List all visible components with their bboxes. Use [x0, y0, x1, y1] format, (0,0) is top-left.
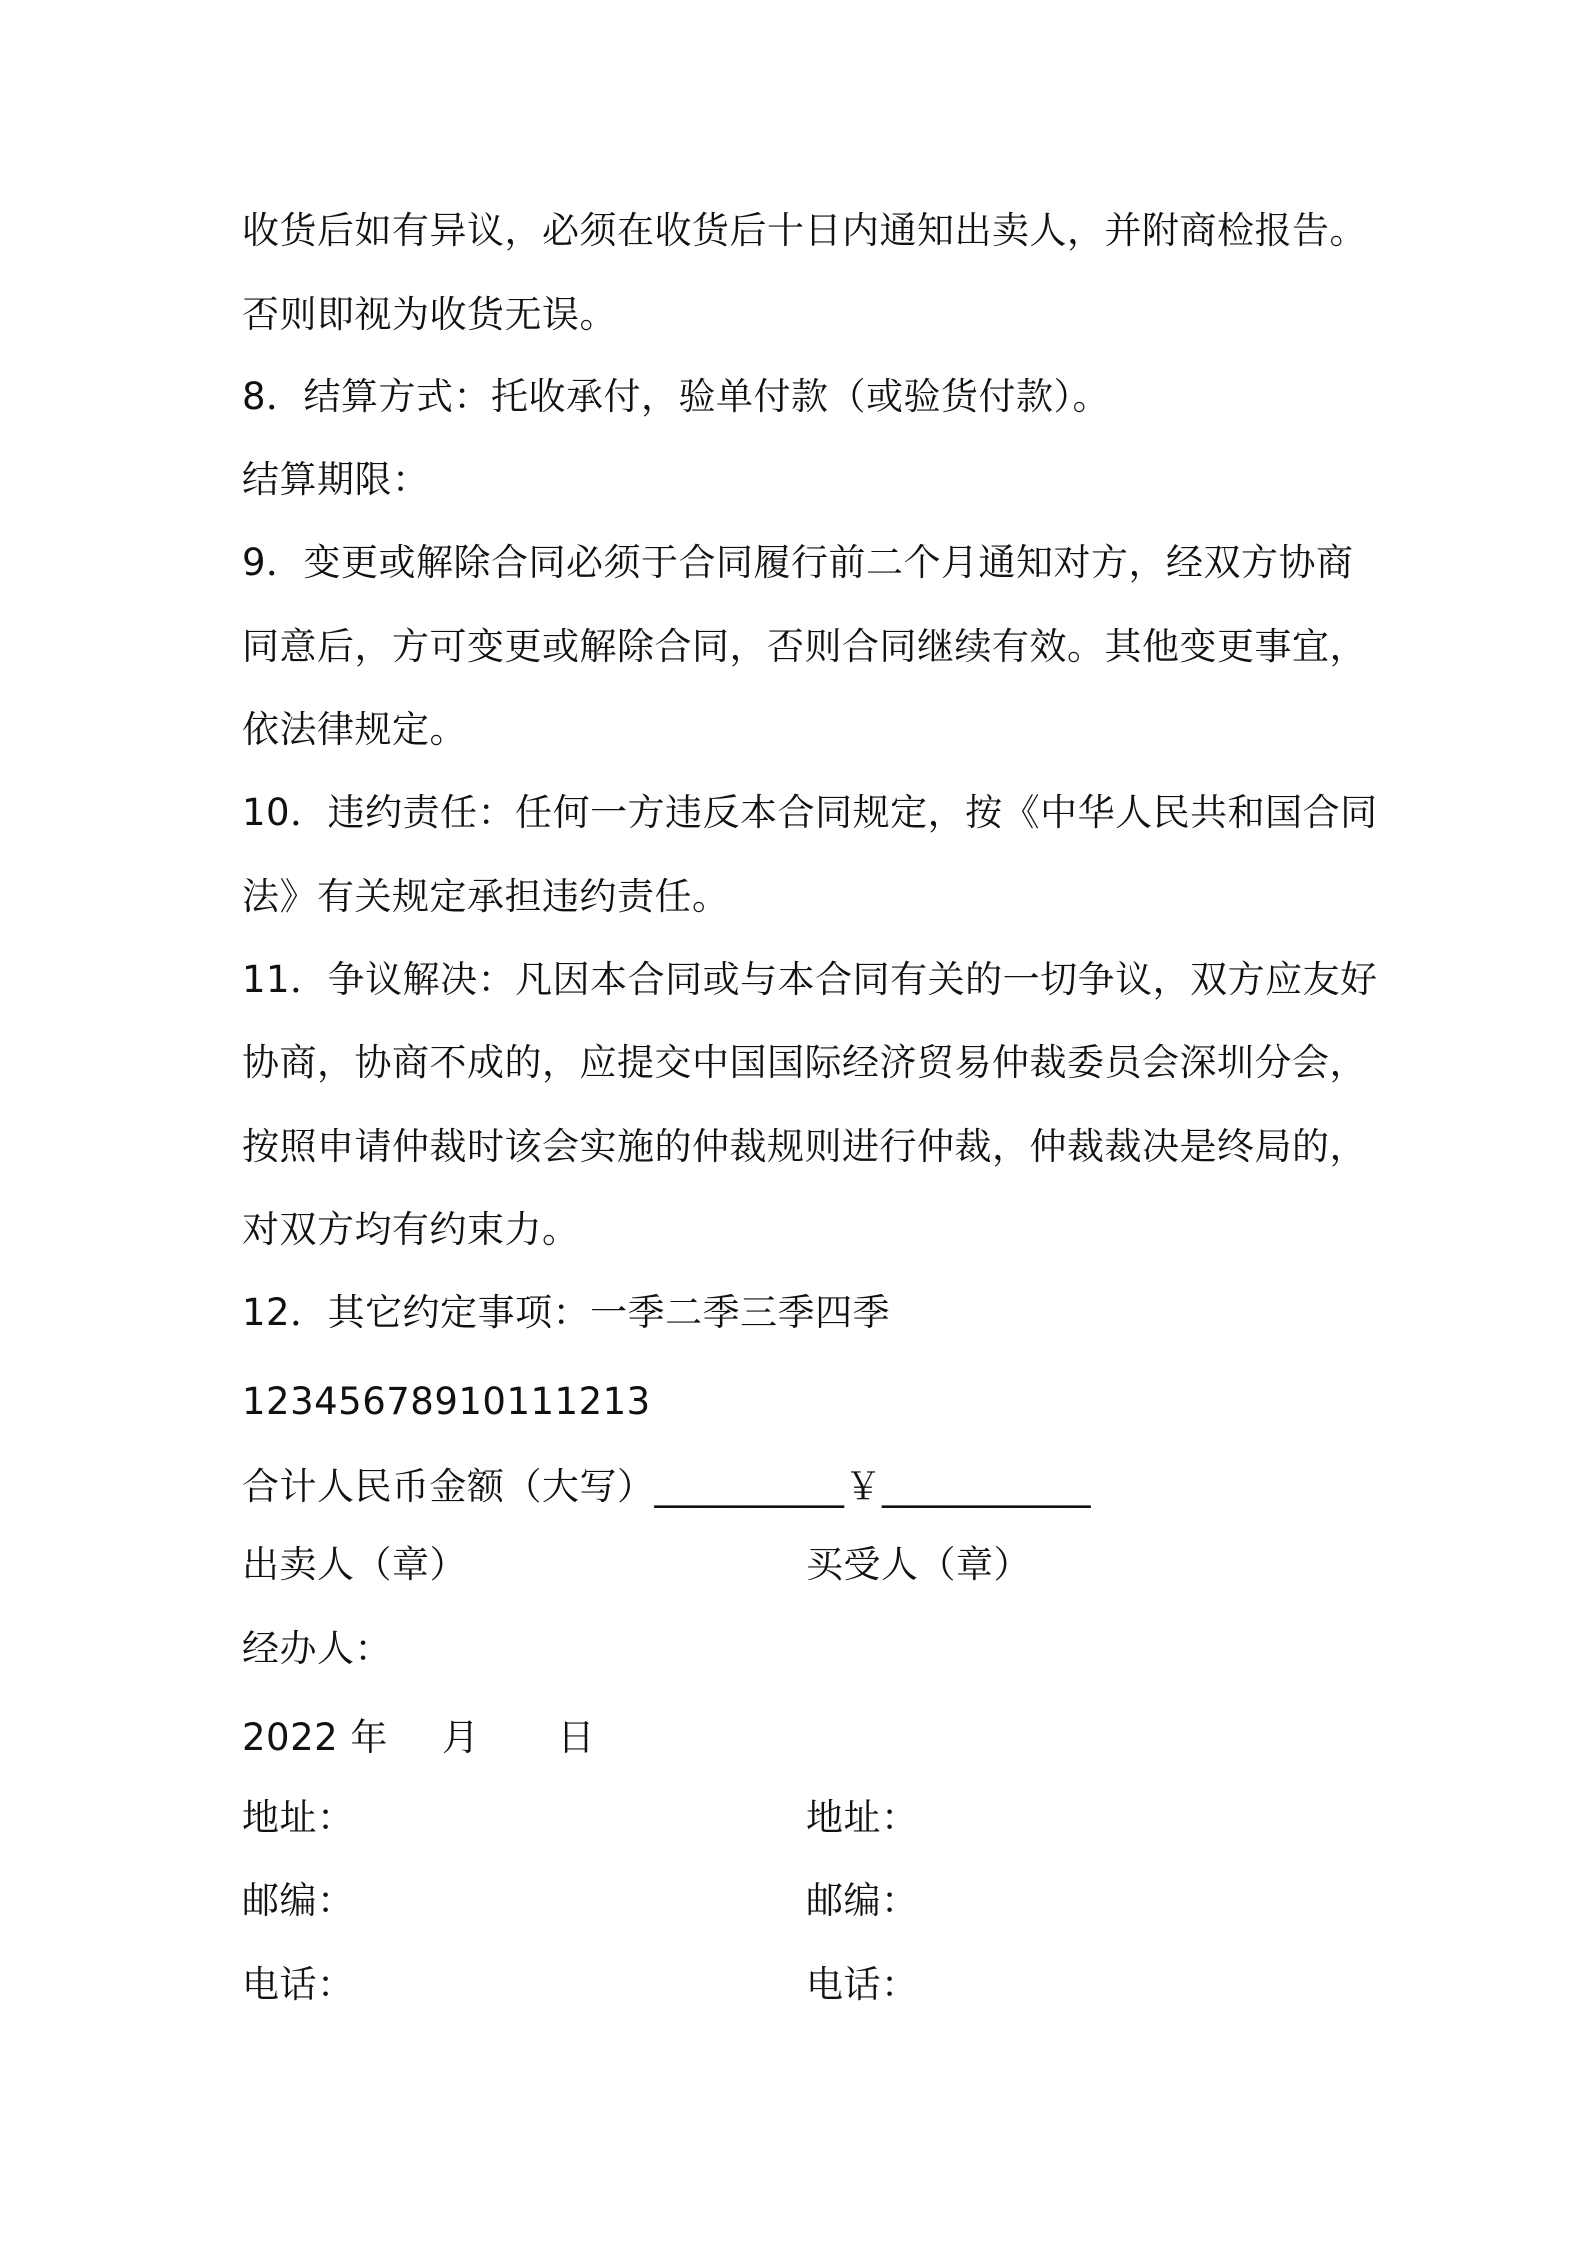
liability-clause-line-2: 法》有关规定承担违约责任。 [242, 875, 730, 918]
buyer-address-label: 地址： [806, 1796, 919, 1839]
date-day: 日 [557, 1716, 595, 1759]
buyer-phone-label: 电话： [806, 1963, 919, 2006]
dispute-clause-line-3: 按照申请仲裁时该会实施的仲裁规则进行仲裁，仲裁裁决是终局的， [242, 1125, 1367, 1168]
dispute-clause-line-2: 协商，协商不成的，应提交中国国际经济贸易仲裁委员会深圳分会， [242, 1041, 1367, 1084]
inspection-clause-line-1: 收货后如有异议，必须在收货后十日内通知出卖人，并附商检报告。 [242, 209, 1367, 252]
change-clause-line-2: 同意后，方可变更或解除合同，否则合同继续有效。其他变更事宜， [242, 625, 1367, 668]
change-clause-line-1: 9．变更或解除合同必须于合同履行前二个月通知对方，经双方协商 [242, 541, 1354, 584]
change-clause-line-3: 依法律规定。 [242, 708, 467, 751]
buyer-seal-label: 买受人（章） [806, 1543, 1031, 1586]
buyer-postcode-label: 邮编： [806, 1879, 919, 1922]
dispute-clause-line-4: 对双方均有约束力。 [242, 1208, 580, 1251]
seller-phone-label: 电话： [242, 1963, 355, 2006]
total-amount-line: 合计人民币金额（大写）__________￥___________ [242, 1465, 1091, 1508]
agent-label: 经办人： [242, 1627, 392, 1670]
seller-seal-label: 出卖人（章） [242, 1543, 467, 1586]
liability-clause-line-1: 10．违约责任：任何一方违反本合同规定，按《中华人民共和国合同 [242, 791, 1378, 834]
date-month: 月 [441, 1716, 480, 1759]
settlement-method-clause: 8．结算方式：托收承付，验单付款（或验货付款）。 [242, 375, 1111, 418]
seller-address-label: 地址： [242, 1796, 355, 1839]
inspection-clause-line-2: 否则即视为收货无误。 [242, 293, 617, 336]
date-line [242, 1713, 595, 1763]
number-sequence: 12345678910111213 [242, 1380, 651, 1423]
dispute-clause-line-1: 11．争议解决：凡因本合同或与本合同有关的一切争议，双方应友好 [242, 958, 1378, 1001]
date-year: 2022 年 [242, 1716, 388, 1759]
settlement-period-label: 结算期限： [242, 458, 430, 501]
other-matters-clause: 12．其它约定事项：一季二季三季四季 [242, 1291, 891, 1334]
seller-postcode-label: 邮编： [242, 1879, 355, 1922]
